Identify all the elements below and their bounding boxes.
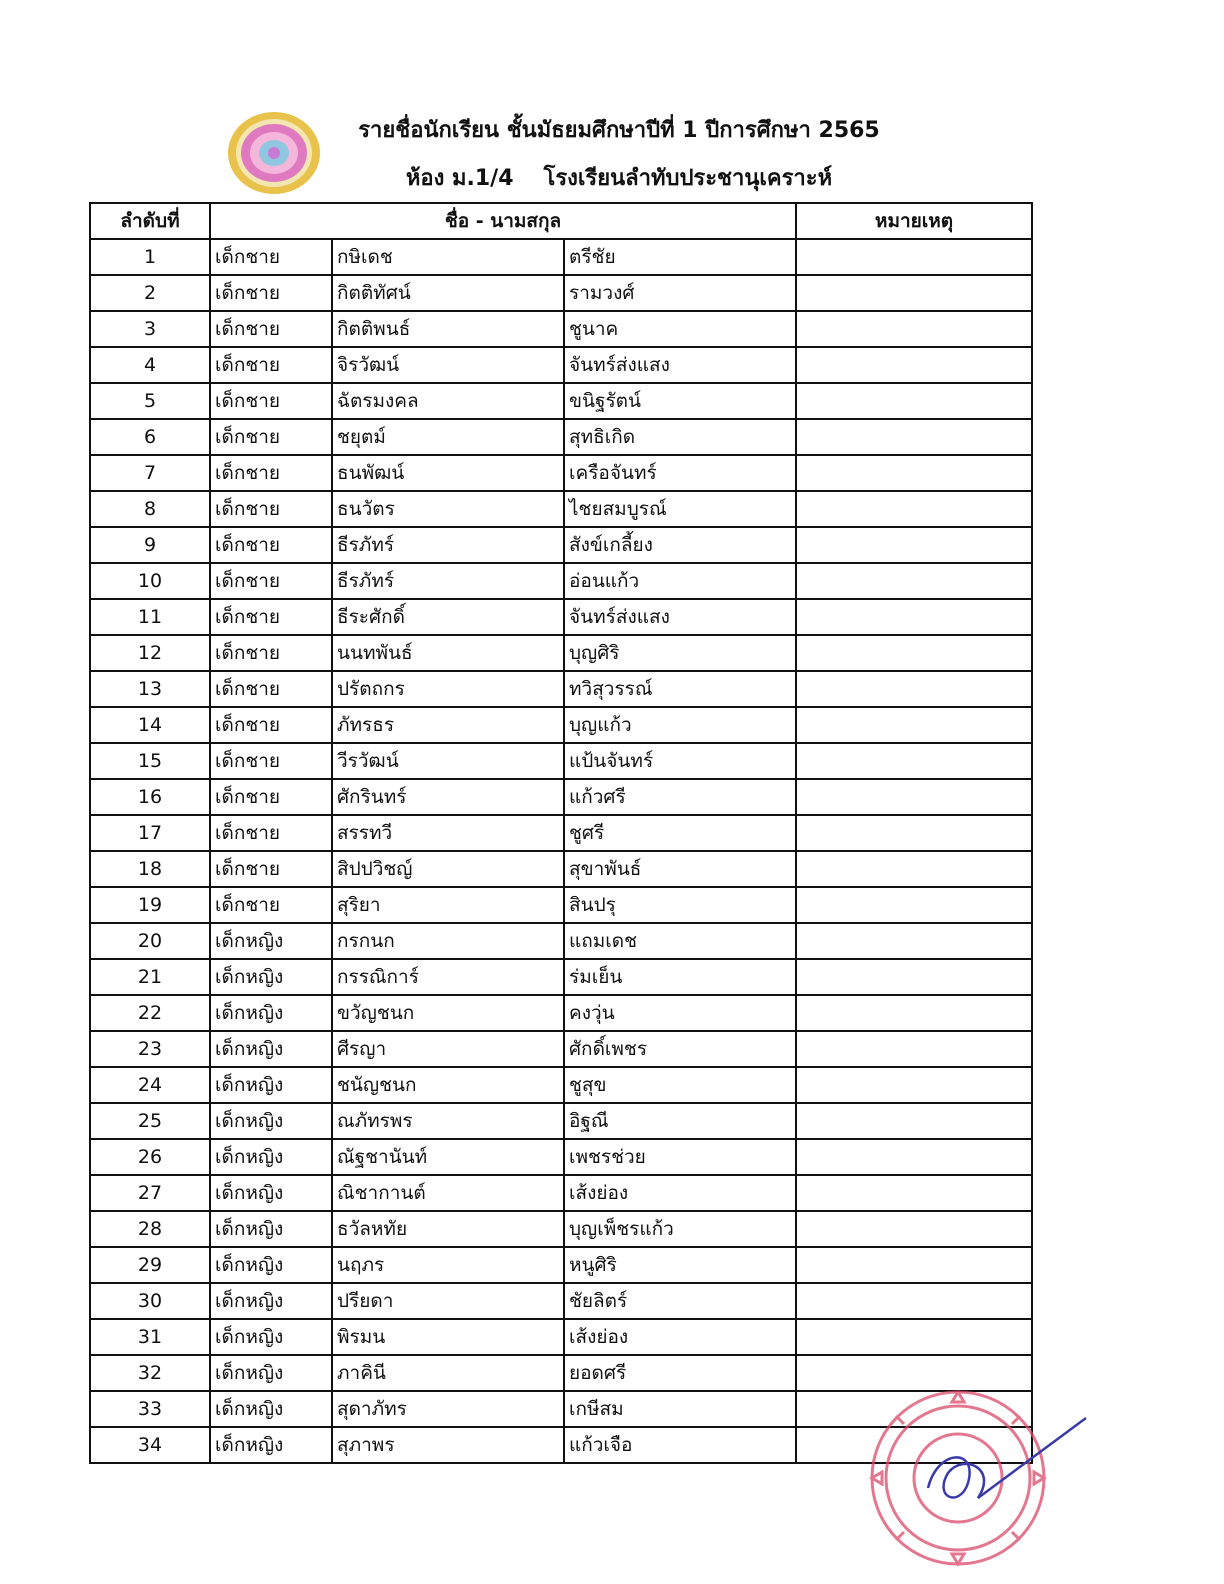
- table-row: [90, 563, 1032, 599]
- student-note: [796, 491, 1032, 527]
- table-row: [90, 1319, 1032, 1355]
- student-no: 13: [90, 671, 210, 707]
- column-header-name: ชื่อ - นามสกุล: [210, 203, 796, 239]
- student-prefix: เด็กชาย: [210, 239, 332, 275]
- student-no: 19: [90, 887, 210, 923]
- student-note: [796, 887, 1032, 923]
- table-row: [90, 1283, 1032, 1319]
- student-note: [796, 1067, 1032, 1103]
- student-no: 31: [90, 1319, 210, 1355]
- student-first-name: พิรมน: [332, 1319, 564, 1355]
- student-no: 5: [90, 383, 210, 419]
- student-last-name: สินปรุ: [564, 887, 796, 923]
- student-first-name: ชยุตม์: [332, 419, 564, 455]
- student-no: 22: [90, 995, 210, 1031]
- student-note: [796, 959, 1032, 995]
- student-no: 6: [90, 419, 210, 455]
- student-prefix: เด็กชาย: [210, 635, 332, 671]
- student-prefix: เด็กหญิง: [210, 1139, 332, 1175]
- table-row: [90, 1031, 1032, 1067]
- table-row: [90, 1103, 1032, 1139]
- student-no: 34: [90, 1427, 210, 1463]
- student-first-name: ธนวัตร: [332, 491, 564, 527]
- student-note: [796, 851, 1032, 887]
- student-last-name: ยอดศรี: [564, 1355, 796, 1391]
- table-row: [90, 707, 1032, 743]
- student-first-name: นนทพันธ์: [332, 635, 564, 671]
- student-last-name: บุญศิริ: [564, 635, 796, 671]
- student-last-name: ตรีชัย: [564, 239, 796, 275]
- student-first-name: ภาคินี: [332, 1355, 564, 1391]
- student-last-name: แก้วศรี: [564, 779, 796, 815]
- student-first-name: ณิชากานต์: [332, 1175, 564, 1211]
- table-row: [90, 347, 1032, 383]
- student-last-name: สุขาพันธ์: [564, 851, 796, 887]
- student-no: 3: [90, 311, 210, 347]
- student-note: [796, 311, 1032, 347]
- table-row: [90, 671, 1032, 707]
- table-row: [90, 1427, 1032, 1463]
- student-last-name: รามวงศ์: [564, 275, 796, 311]
- student-prefix: เด็กหญิง: [210, 1283, 332, 1319]
- table-row: [90, 455, 1032, 491]
- student-note: [796, 1211, 1032, 1247]
- table-row: [90, 1247, 1032, 1283]
- table-row: [90, 851, 1032, 887]
- student-first-name: สุริยา: [332, 887, 564, 923]
- page-title: รายชื่อนักเรียน ชั้นมัธยมศึกษาปีที่ 1 ปีการศึกษา 2565: [358, 118, 880, 143]
- student-table-body: [90, 239, 1032, 1463]
- student-last-name: ร่มเย็น: [564, 959, 796, 995]
- student-first-name: ภัทรธร: [332, 707, 564, 743]
- student-last-name: บุญแก้ว: [564, 707, 796, 743]
- student-note: [796, 1427, 1032, 1463]
- student-last-name: จันทร์ส่งแสง: [564, 599, 796, 635]
- student-last-name: บุญเพ็ชรแก้ว: [564, 1211, 796, 1247]
- student-note: [796, 1247, 1032, 1283]
- table-row: [90, 311, 1032, 347]
- student-first-name: ปรียดา: [332, 1283, 564, 1319]
- student-no: 8: [90, 491, 210, 527]
- student-no: 18: [90, 851, 210, 887]
- student-prefix: เด็กหญิง: [210, 995, 332, 1031]
- student-prefix: เด็กหญิง: [210, 959, 332, 995]
- student-prefix: เด็กหญิง: [210, 1319, 332, 1355]
- student-prefix: เด็กหญิง: [210, 1211, 332, 1247]
- student-prefix: เด็กชาย: [210, 707, 332, 743]
- student-first-name: วีรวัฒน์: [332, 743, 564, 779]
- table-row: [90, 491, 1032, 527]
- student-no: 17: [90, 815, 210, 851]
- table-row: [90, 635, 1032, 671]
- student-prefix: เด็กชาย: [210, 383, 332, 419]
- student-last-name: ศักดิ์เพชร: [564, 1031, 796, 1067]
- table-row: [90, 1391, 1032, 1427]
- student-prefix: เด็กหญิง: [210, 1247, 332, 1283]
- student-first-name: กิตติทัศน์: [332, 275, 564, 311]
- student-no: 7: [90, 455, 210, 491]
- student-note: [796, 239, 1032, 275]
- student-note: [796, 707, 1032, 743]
- student-no: 12: [90, 635, 210, 671]
- student-prefix: เด็กหญิง: [210, 1031, 332, 1067]
- student-prefix: เด็กชาย: [210, 527, 332, 563]
- table-row: [90, 887, 1032, 923]
- student-last-name: ชูนาค: [564, 311, 796, 347]
- student-note: [796, 1031, 1032, 1067]
- student-prefix: เด็กหญิง: [210, 1355, 332, 1391]
- table-row: [90, 743, 1032, 779]
- student-first-name: กรกนก: [332, 923, 564, 959]
- table-row: [90, 239, 1032, 275]
- student-prefix: เด็กหญิง: [210, 1175, 332, 1211]
- column-header-no: ลำดับที่: [90, 203, 210, 239]
- student-last-name: สุทธิเกิด: [564, 419, 796, 455]
- student-no: 4: [90, 347, 210, 383]
- room-label: ห้อง ม.1/4: [405, 166, 514, 191]
- table-row: [90, 419, 1032, 455]
- student-prefix: เด็กชาย: [210, 671, 332, 707]
- student-no: 32: [90, 1355, 210, 1391]
- student-last-name: จันทร์ส่งแสง: [564, 347, 796, 383]
- student-prefix: เด็กชาย: [210, 311, 332, 347]
- student-prefix: เด็กชาย: [210, 347, 332, 383]
- student-note: [796, 419, 1032, 455]
- student-no: 14: [90, 707, 210, 743]
- student-note: [796, 563, 1032, 599]
- student-prefix: เด็กชาย: [210, 419, 332, 455]
- student-prefix: เด็กชาย: [210, 599, 332, 635]
- student-note: [796, 1391, 1032, 1427]
- student-no: 11: [90, 599, 210, 635]
- table-row: [90, 275, 1032, 311]
- student-first-name: จิรวัฒน์: [332, 347, 564, 383]
- table-row: [90, 995, 1032, 1031]
- student-first-name: สุภาพร: [332, 1427, 564, 1463]
- table-row: [90, 1139, 1032, 1175]
- student-last-name: ทวิสุวรรณ์: [564, 671, 796, 707]
- student-first-name: ปรัตถกร: [332, 671, 564, 707]
- column-header-note: หมายเหตุ: [796, 203, 1032, 239]
- student-prefix: เด็กชาย: [210, 851, 332, 887]
- student-last-name: คงวุ่น: [564, 995, 796, 1031]
- student-note: [796, 1355, 1032, 1391]
- student-last-name: แก้วเจือ: [564, 1427, 796, 1463]
- student-prefix: เด็กหญิง: [210, 1427, 332, 1463]
- student-first-name: ขวัญชนก: [332, 995, 564, 1031]
- student-first-name: สุดาภัทร: [332, 1391, 564, 1427]
- student-first-name: ณัฐชานันท์: [332, 1139, 564, 1175]
- student-prefix: เด็กชาย: [210, 563, 332, 599]
- student-prefix: เด็กหญิง: [210, 923, 332, 959]
- student-last-name: ไชยสมบูรณ์: [564, 491, 796, 527]
- student-last-name: เส้งย่อง: [564, 1175, 796, 1211]
- table-row: [90, 959, 1032, 995]
- page-subtitle: [0, 160, 1224, 195]
- student-last-name: อ่อนแก้ว: [564, 563, 796, 599]
- student-table: [89, 202, 1033, 1464]
- student-first-name: ณภัทรพร: [332, 1103, 564, 1139]
- student-last-name: แป้นจันทร์: [564, 743, 796, 779]
- student-last-name: เกษีสม: [564, 1391, 796, 1427]
- student-note: [796, 671, 1032, 707]
- student-no: 15: [90, 743, 210, 779]
- student-no: 16: [90, 779, 210, 815]
- student-prefix: เด็กชาย: [210, 815, 332, 851]
- table-row: [90, 599, 1032, 635]
- student-no: 28: [90, 1211, 210, 1247]
- student-last-name: เพชรช่วย: [564, 1139, 796, 1175]
- student-no: 2: [90, 275, 210, 311]
- student-first-name: ชนัญชนก: [332, 1067, 564, 1103]
- student-no: 1: [90, 239, 210, 275]
- student-note: [796, 779, 1032, 815]
- student-prefix: เด็กชาย: [210, 779, 332, 815]
- student-note: [796, 527, 1032, 563]
- student-prefix: เด็กชาย: [210, 743, 332, 779]
- student-first-name: กิตติพนธ์: [332, 311, 564, 347]
- student-note: [796, 815, 1032, 851]
- student-first-name: กษิเดช: [332, 239, 564, 275]
- student-last-name: ชัยลิตร์: [564, 1283, 796, 1319]
- student-no: 9: [90, 527, 210, 563]
- student-first-name: ศีรญา: [332, 1031, 564, 1067]
- student-no: 25: [90, 1103, 210, 1139]
- student-last-name: ขนิฐรัตน์: [564, 383, 796, 419]
- student-prefix: เด็กชาย: [210, 887, 332, 923]
- student-note: [796, 455, 1032, 491]
- student-no: 10: [90, 563, 210, 599]
- table-row: [90, 1175, 1032, 1211]
- student-no: 26: [90, 1139, 210, 1175]
- student-note: [796, 743, 1032, 779]
- table-row: [90, 923, 1032, 959]
- table-row: [90, 779, 1032, 815]
- student-prefix: เด็กชาย: [210, 455, 332, 491]
- table-row: [90, 1355, 1032, 1391]
- student-note: [796, 275, 1032, 311]
- student-first-name: ธีรภัทร์: [332, 563, 564, 599]
- student-note: [796, 1139, 1032, 1175]
- table-header-row: [90, 203, 1032, 239]
- student-first-name: กรรณิการ์: [332, 959, 564, 995]
- student-first-name: ศักรินทร์: [332, 779, 564, 815]
- student-last-name: อิฐณี: [564, 1103, 796, 1139]
- student-note: [796, 1175, 1032, 1211]
- student-last-name: ชูศรี: [564, 815, 796, 851]
- student-prefix: เด็กหญิง: [210, 1067, 332, 1103]
- student-note: [796, 1283, 1032, 1319]
- student-note: [796, 347, 1032, 383]
- student-last-name: เส้งย่อง: [564, 1319, 796, 1355]
- table-row: [90, 1211, 1032, 1247]
- student-no: 30: [90, 1283, 210, 1319]
- student-note: [796, 599, 1032, 635]
- student-prefix: เด็กชาย: [210, 275, 332, 311]
- student-note: [796, 995, 1032, 1031]
- student-note: [796, 1319, 1032, 1355]
- student-note: [796, 923, 1032, 959]
- student-prefix: เด็กหญิง: [210, 1391, 332, 1427]
- student-first-name: สิปปวิชญ์: [332, 851, 564, 887]
- student-last-name: ชูสุข: [564, 1067, 796, 1103]
- student-first-name: นฤภร: [332, 1247, 564, 1283]
- student-first-name: ธีรภัทร์: [332, 527, 564, 563]
- student-no: 23: [90, 1031, 210, 1067]
- student-prefix: เด็กชาย: [210, 491, 332, 527]
- student-first-name: ธีระศักดิ์: [332, 599, 564, 635]
- table-row: [90, 383, 1032, 419]
- student-no: 27: [90, 1175, 210, 1211]
- student-first-name: ธนพัฒน์: [332, 455, 564, 491]
- student-last-name: สังข์เกลี้ยง: [564, 527, 796, 563]
- school-name: โรงเรียนลำทับประชานุเคราะห์: [543, 166, 833, 191]
- student-last-name: หนูศิริ: [564, 1247, 796, 1283]
- student-note: [796, 383, 1032, 419]
- student-last-name: แถมเดช: [564, 923, 796, 959]
- table-row: [90, 527, 1032, 563]
- student-no: 24: [90, 1067, 210, 1103]
- table-row: [90, 1067, 1032, 1103]
- student-no: 33: [90, 1391, 210, 1427]
- student-first-name: สรรทวี: [332, 815, 564, 851]
- student-note: [796, 1103, 1032, 1139]
- student-note: [796, 635, 1032, 671]
- table-row: [90, 815, 1032, 851]
- student-first-name: ฉัตรมงคล: [332, 383, 564, 419]
- student-no: 20: [90, 923, 210, 959]
- student-no: 21: [90, 959, 210, 995]
- student-first-name: ธวัลหทัย: [332, 1211, 564, 1247]
- student-last-name: เครือจันทร์: [564, 455, 796, 491]
- student-no: 29: [90, 1247, 210, 1283]
- student-prefix: เด็กหญิง: [210, 1103, 332, 1139]
